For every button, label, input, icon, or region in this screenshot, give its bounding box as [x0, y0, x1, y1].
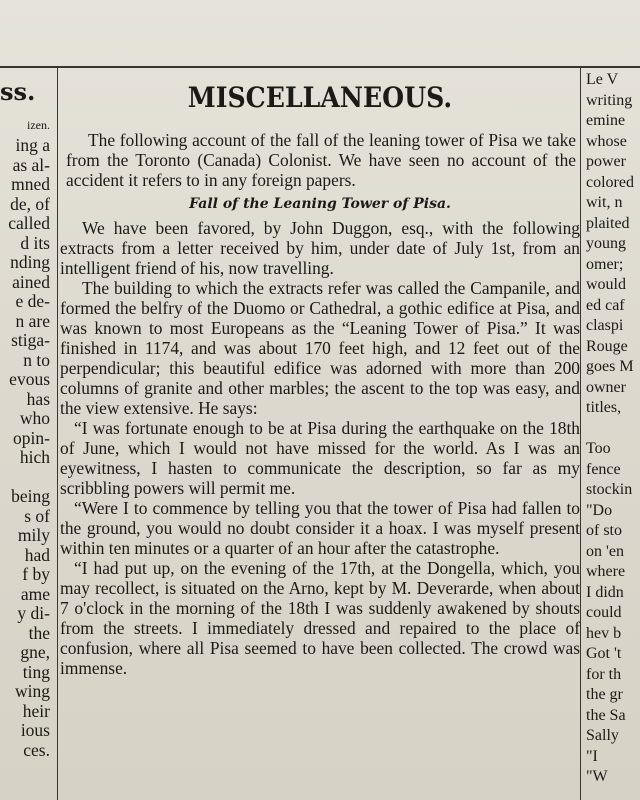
right-line: writing — [586, 91, 633, 109]
left-line: ces. — [23, 739, 50, 760]
left-line: s of — [24, 505, 50, 526]
left-line: y di- — [17, 603, 50, 623]
right-line: on 'en — [586, 542, 624, 560]
article-paragraph: “I was fortunate enough to be at Pisa during the earthquake on the 18th of June, which I would not have missed for the world. As I was an eyewitness, I hasten to communicate the description, so far as my scribbling powers will permit me. — [60, 418, 580, 498]
right-line: owner — [586, 378, 626, 396]
left-line: stiga- — [11, 330, 50, 350]
left-line: opin- — [13, 427, 50, 448]
right-line: the Sa — [586, 706, 626, 724]
right-line: the gr — [586, 686, 623, 703]
left-line: being — [11, 486, 50, 506]
left-line: mily — [17, 525, 50, 545]
left-column-heading: ss. — [0, 77, 36, 106]
left-line: ained — [12, 271, 50, 292]
left-line: n are — [15, 310, 50, 331]
left-line: heir — [22, 700, 50, 721]
left-line: had — [24, 544, 50, 565]
left-line: hich — [19, 447, 50, 467]
right-line: "I — [586, 747, 598, 765]
left-line: ting — [22, 661, 50, 682]
left-line: d its — [20, 232, 50, 253]
article-title: MISCELLANEOUS. — [187, 81, 453, 114]
column-rule-right — [580, 66, 581, 800]
right-line: could — [586, 604, 622, 621]
left-line: ious — [20, 720, 50, 740]
right-line: would — [586, 276, 626, 293]
left-line: called — [8, 213, 50, 233]
right-line: Le V — [586, 71, 619, 88]
right-line: wit, n — [586, 194, 623, 211]
left-column-fragment — [0, 70, 56, 800]
right-column-fragment — [582, 70, 640, 800]
right-line: emine — [586, 112, 626, 129]
left-line: mned — [11, 174, 50, 194]
right-line: hev b — [586, 624, 622, 642]
right-line: fence — [586, 460, 621, 478]
left-line: evous — [9, 369, 50, 389]
right-line: goes M — [586, 358, 634, 375]
right-line: for th — [586, 665, 622, 683]
right-line: of sto — [586, 522, 622, 539]
right-line: titles, — [586, 399, 622, 416]
right-line: "W — [586, 768, 608, 785]
article-paragraph: We have been favored, by John Duggon, esq., with the following extracts from a letter received by him, under date of July 1st, from an intelligent friend of his, now travelling. — [60, 218, 580, 278]
left-line: who — [19, 408, 50, 428]
right-line — [582, 419, 640, 440]
right-line: Sally — [586, 727, 619, 744]
left-line: nding — [10, 252, 50, 272]
right-line: ed caf — [586, 296, 625, 314]
article-intro: The following account of the fall of the leaning tower of Pisa we take from the Toronto (Canada) Colonist. We have seen no account of the accident it refers to in any foreign papers. — [66, 130, 576, 190]
left-line: ame — [20, 583, 50, 604]
left-line: has — [26, 388, 50, 409]
right-line: claspi — [586, 317, 624, 334]
left-line: gne, — [20, 642, 50, 662]
article-paragraph: “Were I to commence by telling you that the tower of Pisa had fallen to the ground, you would no doubt consider it a hoax. I was myself present within ten minutes or a quarter of an hour after the catastrophe. — [60, 498, 580, 558]
right-line: power — [586, 153, 626, 170]
left-line: izen. — [27, 118, 50, 132]
article-paragraph: “I had put up, on the evening of the 17th, at the Dongella, which, you may recollect, is situated on the Arno, kept by M. Deverarde, when about 7 o'clock in the morning of the 18th I was suddenly awakened by shouts from the streets. I immediately dressed and repaired to the place of confusion, where all Pisa seemed to have been collected. The crowd was immense. — [60, 558, 580, 678]
right-line: plaited — [586, 214, 630, 232]
right-line: omer; — [586, 255, 624, 273]
left-line: de, of — [10, 193, 50, 214]
left-line: ing a — [15, 135, 50, 155]
article-subhead: Fall of the Leaning Tower of Pisa. — [189, 196, 451, 212]
left-line — [0, 468, 56, 488]
right-line: Got 't — [586, 645, 622, 662]
left-line: n to — [23, 349, 50, 370]
right-line: Rouge — [586, 337, 628, 355]
left-line: wing — [15, 681, 50, 701]
left-line: as al- — [12, 154, 50, 175]
right-line: where — [586, 563, 626, 580]
right-line: young — [586, 235, 626, 252]
left-line: the — [28, 622, 50, 643]
right-line: colored — [586, 173, 634, 191]
right-line: stockin — [586, 481, 633, 498]
top-rule — [0, 66, 640, 68]
right-line: Too — [586, 440, 611, 457]
right-line: "Do — [586, 501, 613, 519]
left-line: f by — [22, 564, 50, 584]
right-line: I didn — [586, 583, 624, 601]
article-paragraph: The building to which the extracts refer was called the Campanile, and formed the belfry of the Duomo or Cathedral, a gothic edifice at Pisa, and was known to most Europeans as the “Leaning Tower of Pisa.” It was finished in 1174, and was about 170 feet high, and 12 feet out of the perpendicular; this beautiful edifice was adorned with more than 200 columns of granite and other marbles; the ascent to the top was easy, and the view extensive. He says: — [60, 278, 580, 418]
column-rule-left — [57, 66, 58, 800]
main-article — [60, 72, 580, 800]
right-line: whose — [586, 132, 627, 150]
left-line: e de- — [15, 291, 50, 311]
